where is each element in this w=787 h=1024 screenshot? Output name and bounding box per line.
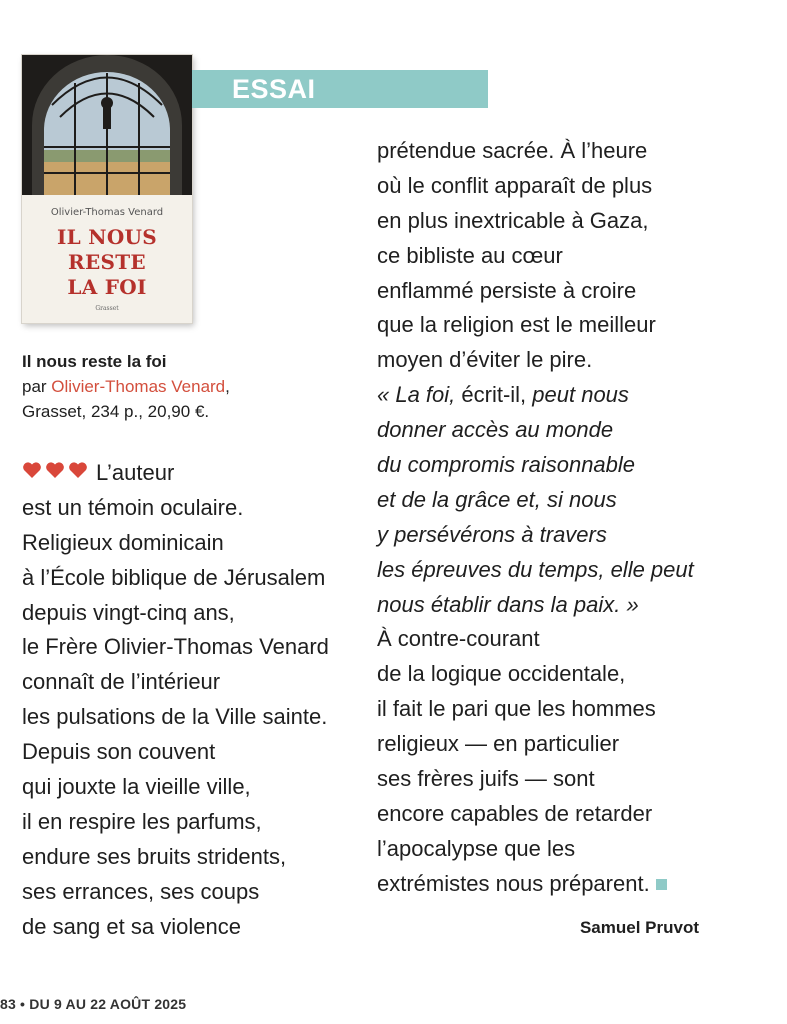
cover-publisher: Grasset — [95, 305, 119, 312]
text-line: les pulsations de la Ville sainte. — [22, 704, 328, 730]
quote-line: nous établir dans la paix. » — [377, 591, 639, 617]
review-column-2 — [377, 134, 707, 902]
quote-line: donner accès au monde — [377, 417, 614, 443]
text-line: Depuis son couvent — [22, 739, 216, 765]
text-line: enflammé persiste à croire — [377, 277, 637, 303]
text-line: connaît de l’intérieur — [22, 669, 221, 695]
text-line: encore capables de retarder — [377, 800, 653, 826]
quote-line: « La foi, écrit-il, peut nous — [377, 382, 629, 408]
text-line: ses frères juifs — sont — [377, 766, 595, 792]
text-line: est un témoin oculaire. — [22, 494, 244, 520]
author-signature: Samuel Pruvot — [579, 918, 699, 937]
review-column-1 — [22, 456, 357, 944]
text-line: de la logique occidentale, — [377, 661, 626, 687]
text-line: depuis vingt-cinq ans, — [22, 599, 235, 625]
end-mark-icon — [656, 879, 667, 890]
quote-line: et de la grâce et, si nous — [377, 486, 617, 512]
book-byline: par Olivier-Thomas Venard, — [22, 377, 230, 396]
cover-author: Olivier-Thomas Venard — [50, 207, 164, 218]
text-line: extrémistes nous préparent. — [377, 867, 707, 902]
text-line: ses errances, ses coups — [22, 878, 260, 904]
book-cover — [22, 55, 192, 323]
text-line: religieux — en particulier — [377, 731, 620, 757]
text-line: ce bibliste au cœur — [377, 242, 563, 268]
book-info — [22, 349, 230, 424]
text-line: où le conflit apparaît de plus — [377, 172, 653, 198]
book-title: Il nous reste la foi — [22, 352, 167, 371]
book-details: Grasset, 234 p., 20,90 €. — [22, 402, 210, 421]
text-line: le Frère Olivier-Thomas Venard — [22, 634, 329, 660]
text-line: endure ses bruits stridents, — [22, 843, 287, 869]
text-line: en plus inextricable à Gaza, — [377, 207, 649, 233]
quote-line: les épreuves du temps, elle peut — [377, 556, 694, 582]
quote-line: y persévérons à travers — [377, 521, 607, 547]
text-line: de sang et sa violence — [22, 913, 241, 939]
cover-window-photo — [22, 55, 192, 195]
text-line: L’auteur — [22, 456, 357, 491]
text-line: qui jouxte la vieille ville, — [22, 774, 251, 800]
quote-line: du compromis raisonnable — [377, 452, 636, 478]
author-link[interactable]: Olivier-Thomas Venard — [51, 377, 226, 396]
section-tag: ESSAI — [192, 70, 488, 108]
text-line: il fait le pari que les hommes — [377, 696, 656, 722]
cover-title: IL NOUS RESTE LA FOI — [56, 225, 158, 299]
text-line: moyen d’éviter le pire. — [377, 347, 593, 373]
rating-hearts-icon — [22, 461, 90, 479]
text-line: à l’École biblique de Jérusalem — [22, 564, 326, 590]
page-footer: 83 • DU 9 AU 22 AOÛT 2025 — [0, 996, 187, 1012]
text-line: prétendue sacrée. À l’heure — [377, 138, 648, 163]
text-line: il en respire les parfums, — [22, 808, 262, 834]
text-line: que la religion est le meilleur — [377, 312, 656, 338]
text-line: l’apocalypse que les — [377, 835, 576, 861]
text-line: À contre-courant — [377, 626, 540, 652]
text-line: Religieux dominicain — [22, 529, 224, 555]
